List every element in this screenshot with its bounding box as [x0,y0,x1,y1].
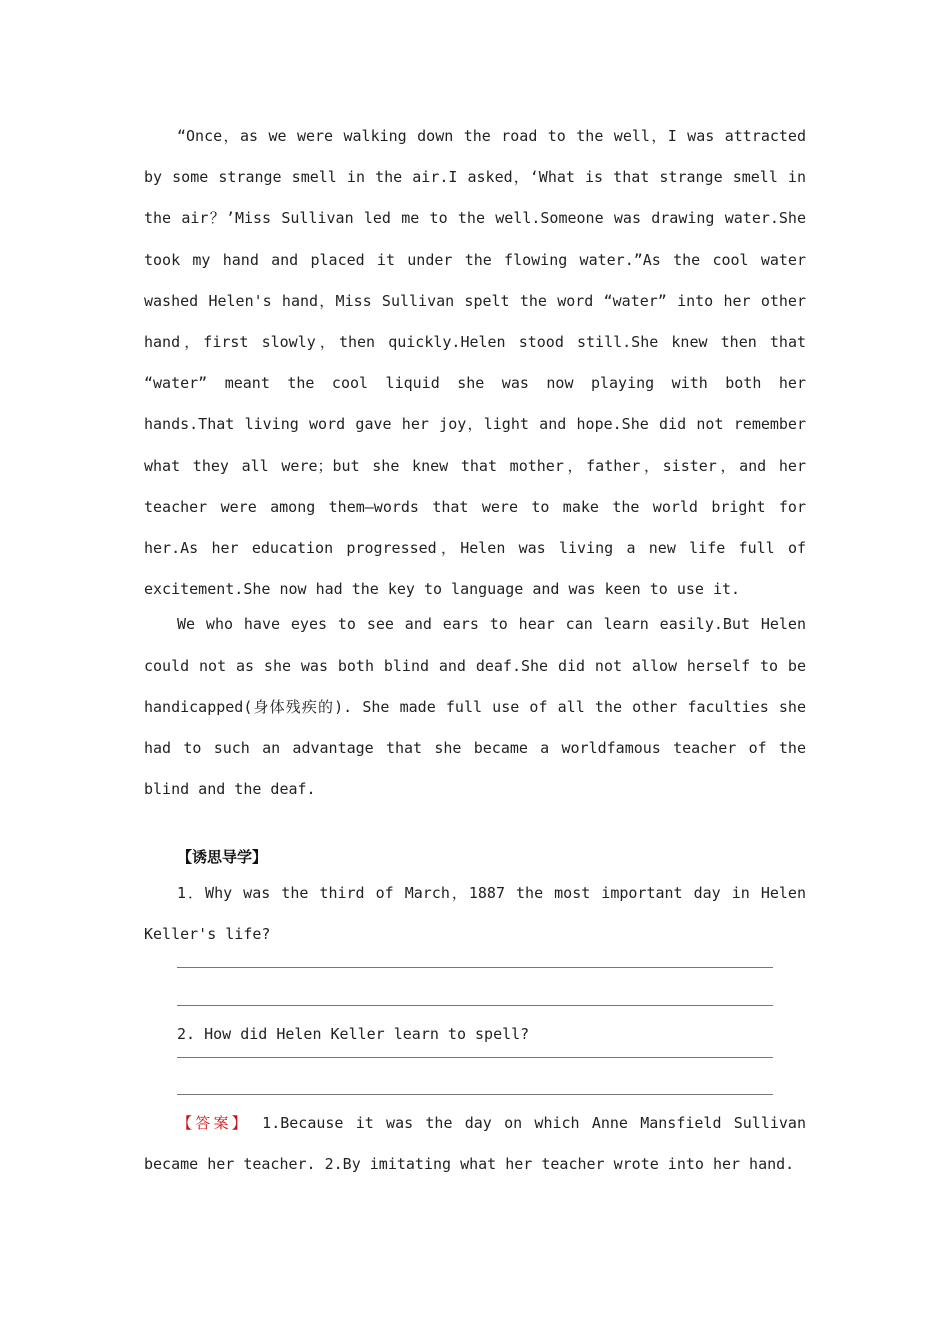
answer-label: 【答案】 [177,1114,250,1133]
answer-line-1b [177,1005,773,1006]
question-2: 2. How did Helen Keller learn to spell? [177,1025,530,1044]
answer-text: 1.Because it was the day on which Anne Mansfield Sullivan became her teacher. 2.By imitating what her teacher wrote into her hand. [144,1114,806,1174]
passage-paragraph-1: “Once，as we were walking down the road to the well，I was attracted by some strange smell in the air.I asked，‘What is that strange smell in the air？’Miss Sullivan led me to the well.Someone was drawing water.She took my hand and placed it under the flowing water.”As the cool water washed Helen's hand，Miss Sullivan spelt the word “water” into her other hand，first slowly，then quickly.Helen stood still.She knew then that “water” meant the cool liquid she was now playing with both her hands.That living word gave her joy，light and hope.She did not remember what they all were；but she knew that mother，father，sister，and her teacher were among them—words that were to make the world bright for her.As her education progressed，Helen was living a new life full of excitement.She now had the key to language and was keen to use it. [144,127,806,599]
answer-line-2b [177,1094,773,1095]
answer-line-1a [177,967,773,968]
answer-line-2a [177,1057,773,1058]
guide-heading: 【诱思导学】 [177,848,268,867]
document-page [144,116,806,1185]
passage-paragraph-2: We who have eyes to see and ears to hear can learn easily.But Helen could not as she was both blind and deaf.She did not allow herself to be handicapped(身体残疾的). She made full use of all the other faculties she had to such an advantage that she became a worldfamous teacher of the blind and the deaf. [144,615,806,799]
answer-block [144,1103,806,1185]
question-1: 1．Why was the third of March，1887 the most important day in Helen Keller's life? [144,884,806,944]
